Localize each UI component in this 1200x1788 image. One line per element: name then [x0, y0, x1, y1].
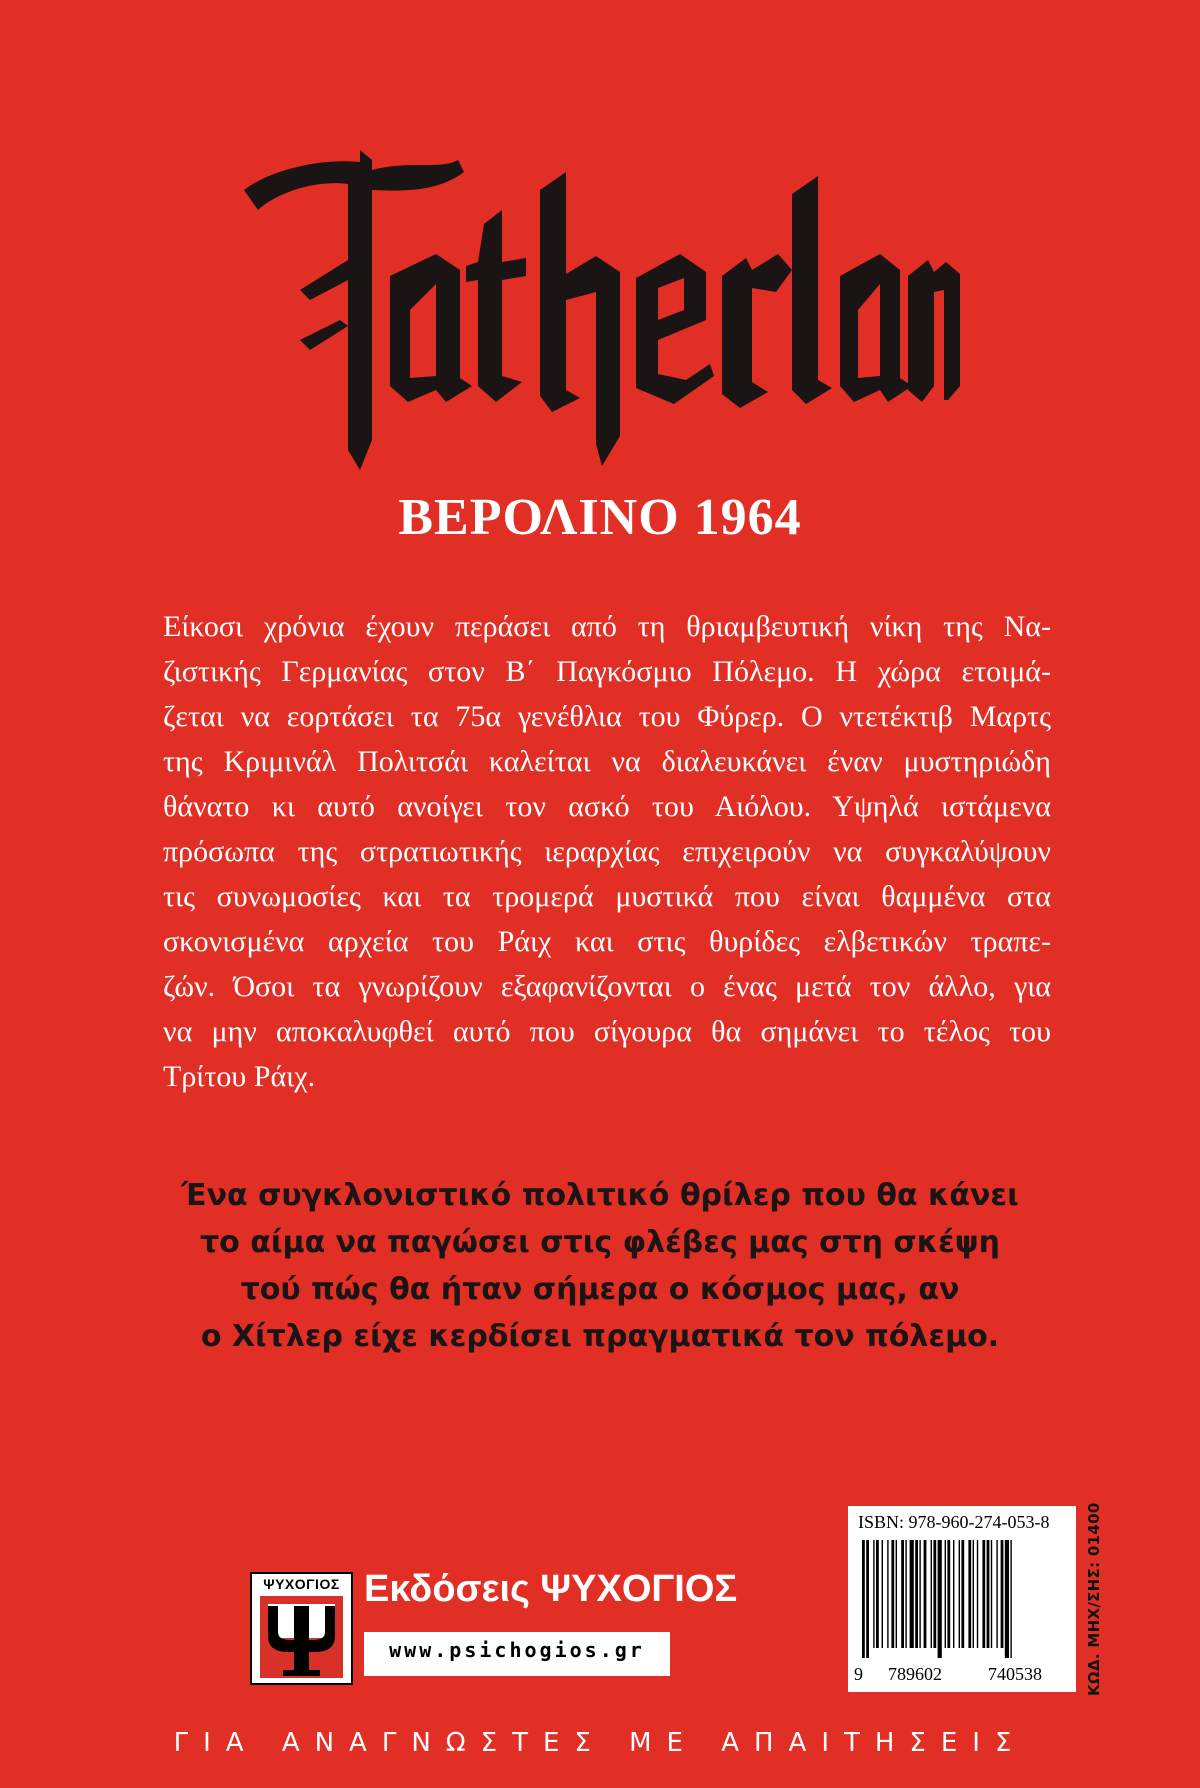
publisher-logo [250, 1572, 353, 1685]
publisher-url-box [364, 1632, 670, 1676]
barcode-bar [1010, 1540, 1011, 1658]
barcode-bar [961, 1540, 964, 1648]
publisher-name: Εκδόσεις ΨΥΧΟΓΙΟΣ [364, 1568, 738, 1610]
title-artwork [240, 150, 960, 470]
blurb-line: ζών. Όσοι τα γνωρίζουν εξαφανίζονται ο ένας μετά τον άλλο, για [163, 970, 1051, 1003]
barcode-bar [905, 1540, 906, 1648]
barcode-bar [882, 1540, 883, 1648]
barcode-bar [991, 1540, 992, 1648]
blurb-line: ζεται να εορτάσει τα 75α γενέθλια του Φύρερ. Ο ντετέκτιβ Μαρτς [163, 700, 1051, 733]
publisher-block [250, 1568, 738, 1684]
barcode-bar [931, 1540, 932, 1648]
blurb-line: πρόσωπα της στρατιωτικής ιεραρχίας επιχειρούν να συγκαλύψουν [163, 835, 1051, 868]
barcode-bar [987, 1540, 990, 1648]
book-tagline [100, 1172, 1100, 1360]
barcode-bar [910, 1540, 914, 1648]
barcode-bar [947, 1540, 950, 1648]
barcode-bar [896, 1540, 897, 1648]
barcode-bar [982, 1540, 985, 1648]
barcode-bar [953, 1540, 954, 1648]
blurb-line: Τρίτου Ράιχ. [163, 1060, 316, 1093]
title-blackletter-logo [240, 150, 960, 470]
blurb-line: σκονισμένα αρχεία του Ράιχ και στις θυρίδες ελβετικών τραπε- [163, 925, 1051, 958]
barcode-digits-left: 789602 [888, 1664, 942, 1684]
barcode-bar [1001, 1540, 1004, 1648]
publisher-logo-label: ΨΥΧΟΓΙΟΣ [263, 1576, 340, 1592]
blurb-line: Είκοσι χρόνια έχουν περάσει από τη θριαμβευτική νίκη της Να- [163, 610, 1051, 643]
barcode-bar [945, 1540, 946, 1648]
barcode-bar [915, 1540, 918, 1648]
blurb-line: της Κριμινάλ Πολιτσάι καλείται να διαλευκάνει έναν μυστηριώδη [163, 745, 1051, 778]
footer-slogan: ΓΙΑ ΑΝΑΓΝΩΣΤΕΣ ΜΕ ΑΠΑΙΤΗΣΕΙΣ [173, 1728, 1027, 1758]
barcode-bar [968, 1540, 971, 1648]
isbn-barcode [848, 1506, 1076, 1692]
blurb-line: να μην αποκαλυφθεί αυτό που σίγουρα θα σημάνει το τέλος του [163, 1015, 1051, 1048]
barcode-bar [938, 1540, 942, 1658]
barcode-bar [891, 1540, 894, 1648]
blurb-line: ζιστικής Γερμανίας στον Β΄ Παγκόσμιο Πόλεμο. Η χώρα ετοιμά- [163, 655, 1051, 688]
blurb-line: τις συνωμοσίες και τα τρομερά μυστικά που είναι θαμμένα στα [163, 880, 1051, 913]
barcode-bar [876, 1540, 879, 1648]
tagline-line: το αίμα να παγώσει στις φλέβες μας στη σκέψη [200, 1225, 1000, 1260]
publisher-url[interactable]: www.psichogios.gr [389, 1638, 645, 1662]
tagline-line: ο Χίτλερ είχε κερδίσει πραγματικά τον πόλεμο. [200, 1319, 1000, 1354]
barcode-bar [977, 1540, 978, 1648]
barcode-bar [1005, 1540, 1009, 1658]
book-subtitle: ΒΕΡΟΛΙΝΟ 1964 [398, 489, 802, 546]
machine-code: ΚΩΔ. ΜΗΧ/ΣΗΣ: 01400 [1085, 1502, 1103, 1696]
isbn-text: ISBN: 978-960-274-053-8 [858, 1512, 1050, 1532]
barcode-bars [862, 1540, 1066, 1658]
barcode-bar [959, 1540, 960, 1648]
tagline-line: Ένα συγκλονιστικό πολιτικό θρίλερ που θα κάνει [181, 1178, 1019, 1213]
barcode-bar [924, 1540, 927, 1648]
barcode-bar [901, 1540, 904, 1648]
barcode-digits-right: 740538 [988, 1664, 1042, 1684]
barcode-bar [887, 1540, 888, 1648]
barcode-bar [996, 1540, 997, 1648]
psi-logo-icon [260, 1596, 343, 1678]
barcode-bar [862, 1540, 865, 1658]
barcode-bar [866, 1540, 869, 1658]
barcode-bar [973, 1540, 974, 1648]
book-blurb [163, 604, 1051, 1099]
barcode-digit-first: 9 [854, 1664, 863, 1684]
barcode-bar [873, 1540, 874, 1648]
blurb-line: θάνατο κι αυτό ανοίγει τον ασκό του Αιόλου. Υψηλά ιστάμενα [163, 790, 1051, 823]
tagline-line: τού πώς θα ήταν σήμερα ο κόσμος μας, αν [240, 1272, 960, 1307]
barcode-bar [933, 1540, 936, 1648]
barcode-bar [919, 1540, 920, 1648]
